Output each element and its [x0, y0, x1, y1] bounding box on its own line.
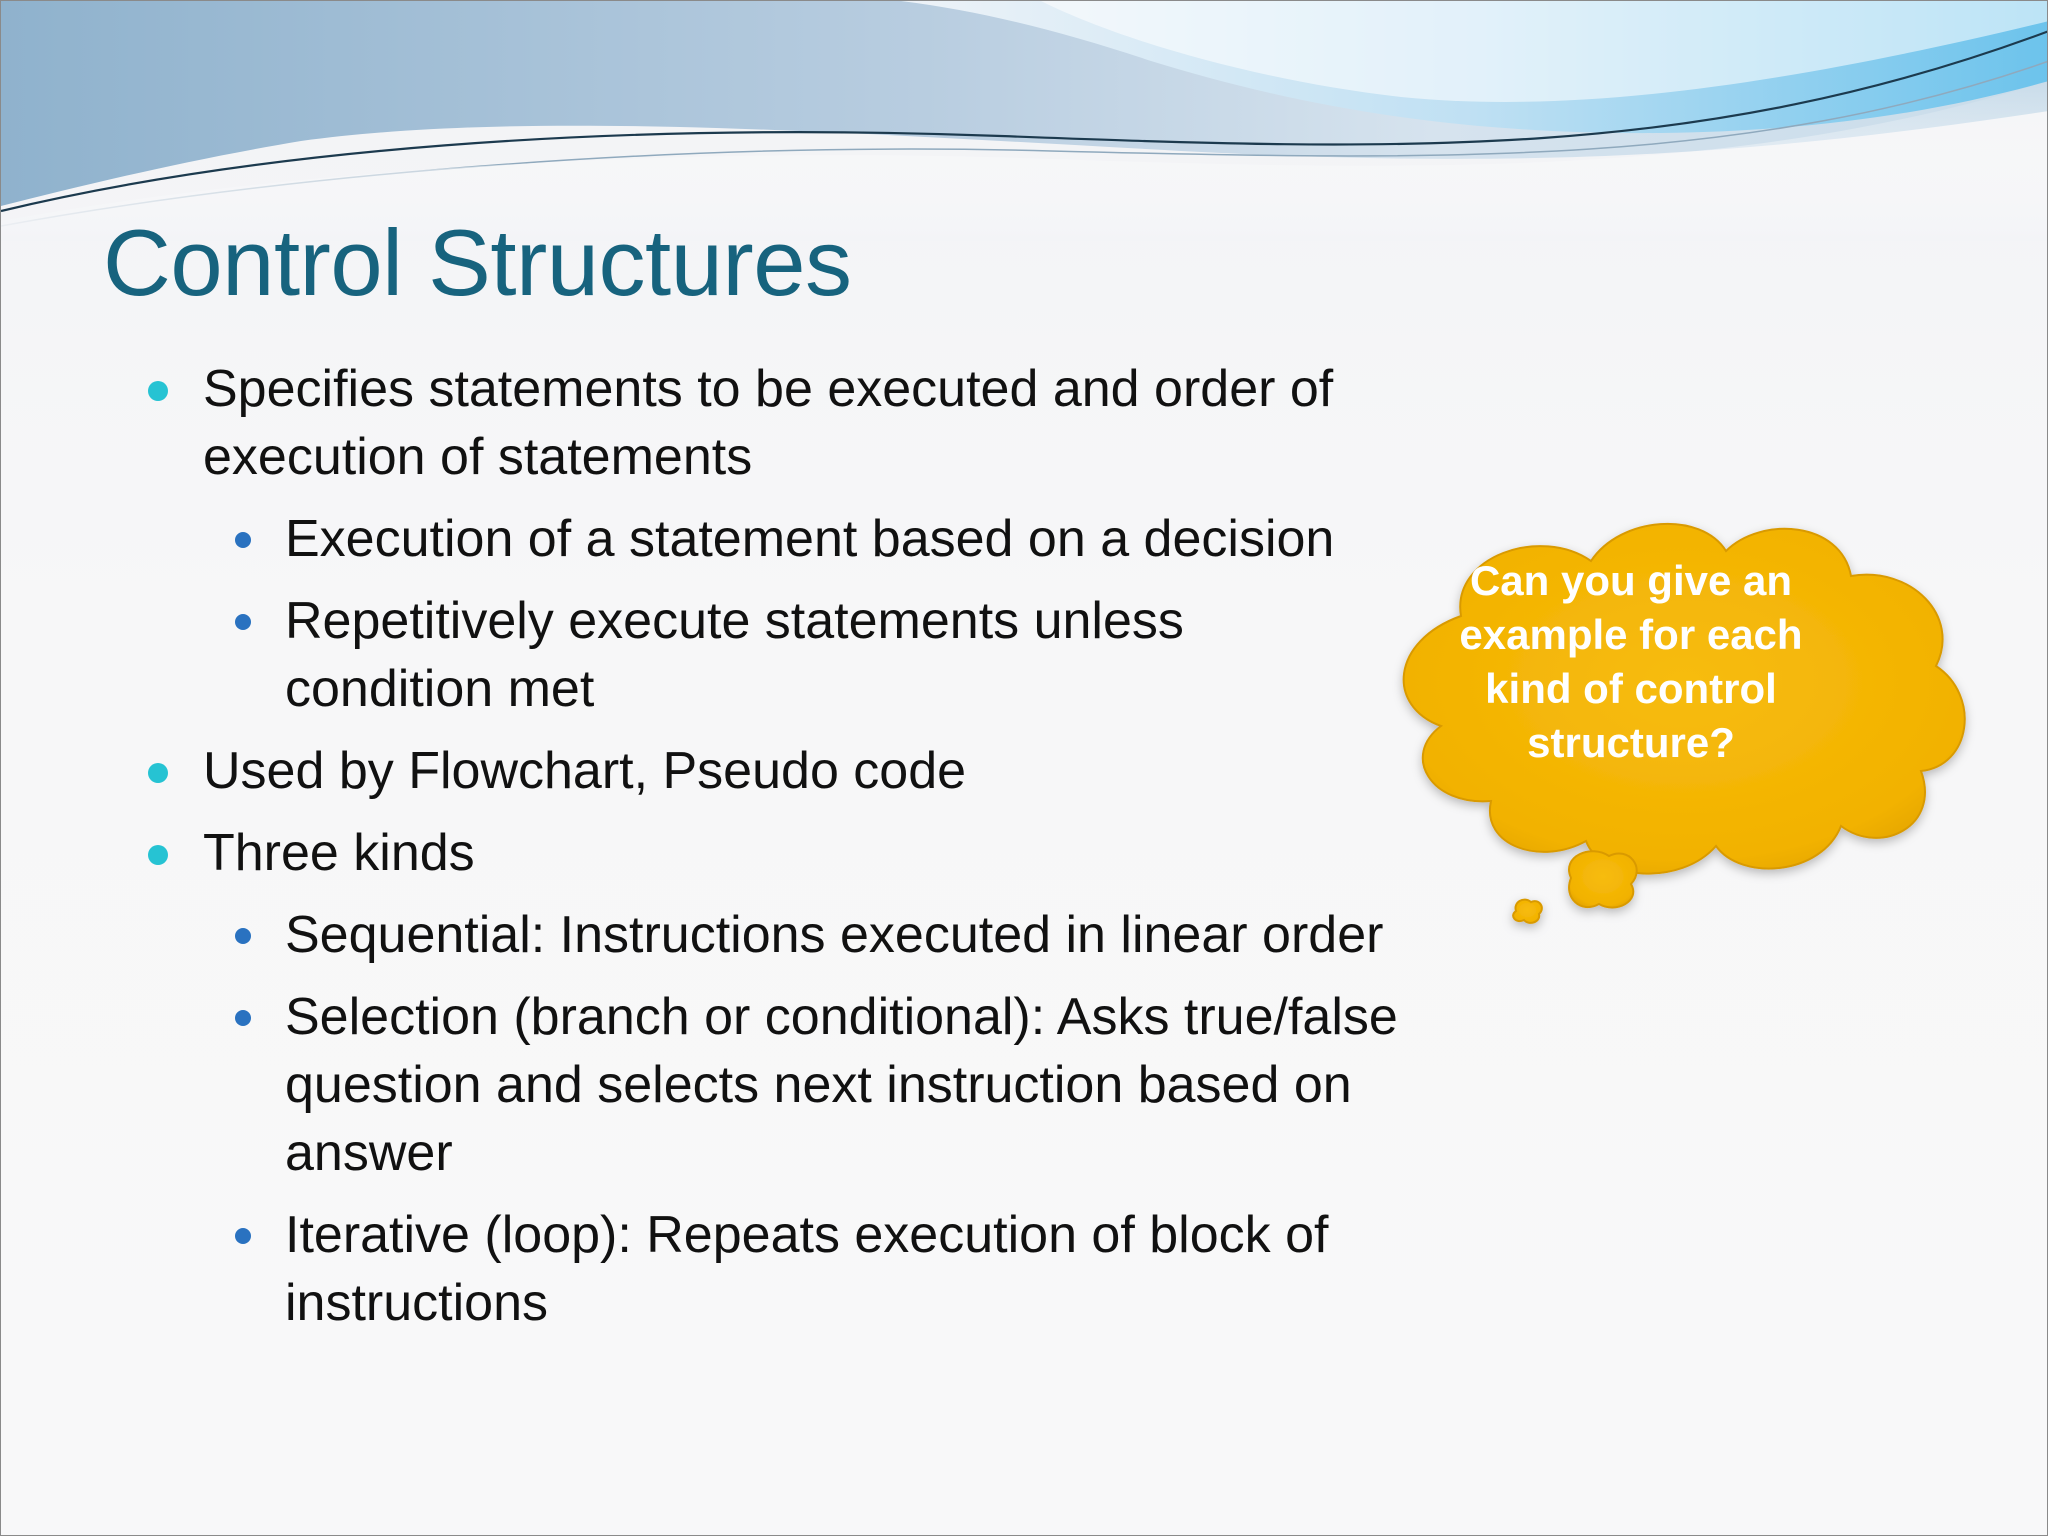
slide-title: Control Structures	[103, 210, 852, 315]
bullet-item: Three kinds	[203, 819, 1493, 887]
bullet-dot-icon	[148, 763, 168, 783]
bullet-dot-icon	[235, 614, 251, 630]
callout-question: Can you give an example for each kind of control structure?	[1459, 557, 1803, 766]
bullet-dot-icon	[235, 928, 251, 944]
bullet-dot-icon	[235, 1010, 251, 1026]
sub-bullet-item: Sequential: Instructions executed in linear order	[285, 901, 1515, 969]
sub-bullet-item: Execution of a statement based on a decision	[285, 505, 1515, 573]
bullet-dot-icon	[148, 845, 168, 865]
bullet-dot-icon	[235, 532, 251, 548]
bullet-dot-icon	[235, 1228, 251, 1244]
sub-bullet-item: Repetitively execute statements unless condition met	[285, 587, 1325, 723]
sub-bullet-item: Selection (branch or conditional): Asks true/false question and selects next instruction based on answer	[285, 983, 1485, 1187]
header-wave-decoration	[1, 1, 2048, 241]
bullet-item: Used by Flowchart, Pseudo code	[203, 737, 1493, 805]
bullet-dot-icon	[148, 381, 168, 401]
bullet-item: Specifies statements to be executed and order of execution of statements	[203, 355, 1493, 491]
sub-bullet-item: Iterative (loop): Repeats execution of block of instructions	[285, 1201, 1465, 1337]
